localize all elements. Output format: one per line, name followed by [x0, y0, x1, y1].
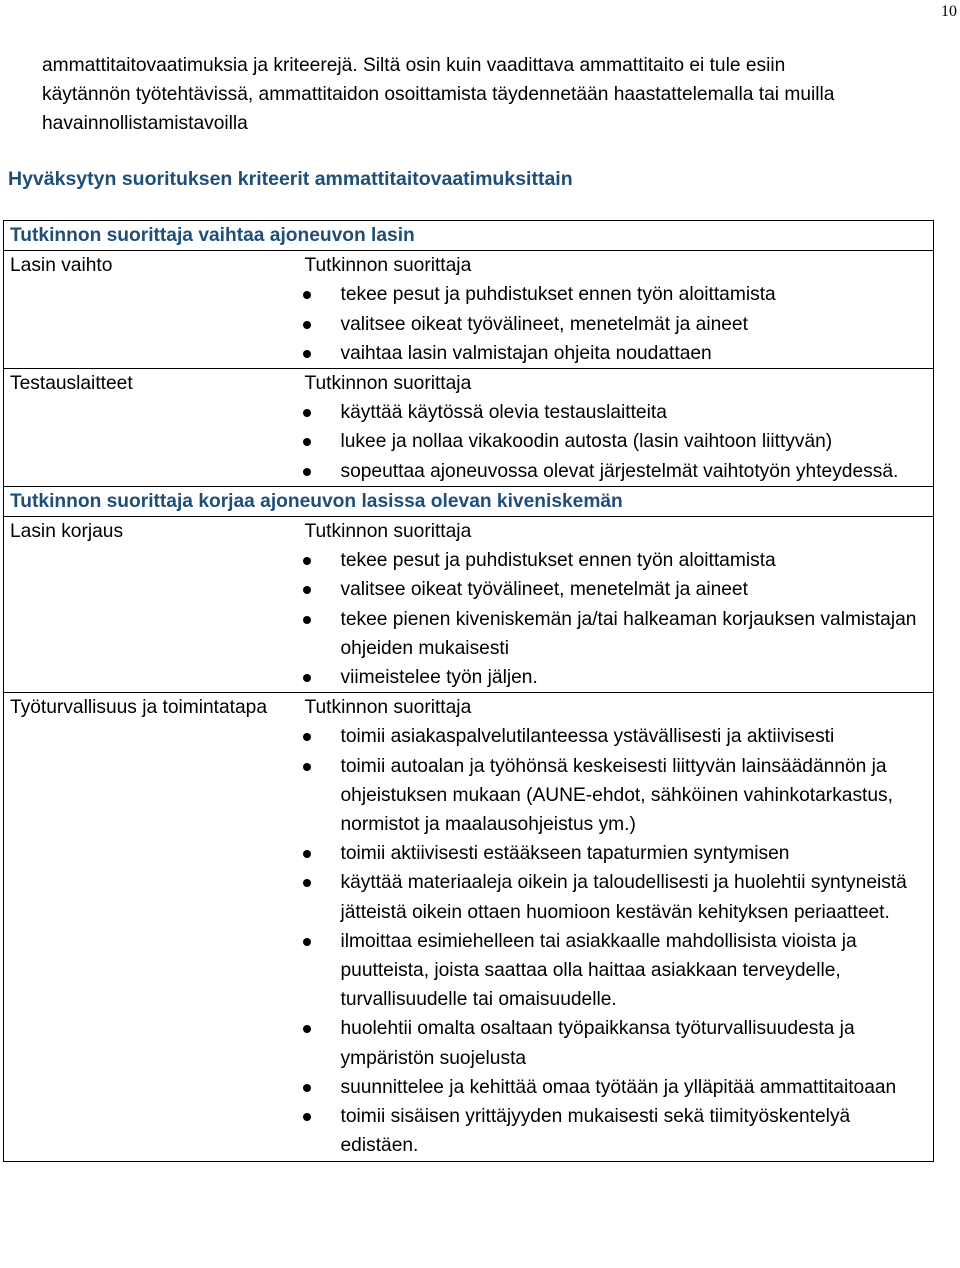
criteria-content — [302, 517, 934, 693]
bullet-icon — [303, 350, 311, 358]
list-item-text: toimii sisäisen yrittäjyyden mukaisesti sekä tiimityöskentelyä edistäen. — [340, 1106, 851, 1157]
criteria-row — [4, 693, 934, 1161]
criteria-label: Lasin korjaus — [4, 517, 302, 693]
criteria-list — [302, 546, 934, 692]
list-item — [302, 722, 934, 751]
subject-label: Tutkinnon suorittaja — [304, 521, 472, 543]
bullet-icon — [303, 291, 311, 299]
page-number: 10 — [941, 3, 957, 20]
list-item — [302, 663, 934, 692]
subject-label: Tutkinnon suorittaja — [304, 255, 472, 277]
list-item-text: käyttää materiaaleja oikein ja taloudellisesti ja huolehtii syntyneistä jätteistä oikein ottaen huomioon kestävän kehityksen periaatteet. — [340, 872, 907, 923]
bullet-icon — [303, 321, 311, 329]
list-item — [302, 339, 934, 368]
list-item — [302, 457, 934, 486]
list-item-text: tekee pesut ja puhdistukset ennen työn aloittamista — [340, 284, 776, 306]
bullet-icon — [303, 733, 311, 741]
criteria-row — [4, 369, 934, 487]
bullet-icon — [303, 468, 311, 476]
bullet-icon — [303, 763, 311, 771]
list-item — [302, 575, 934, 604]
intro-paragraph — [42, 51, 942, 138]
bullet-icon — [303, 850, 311, 858]
bullet-icon — [303, 586, 311, 594]
criteria-label: Lasin vaihto — [4, 251, 302, 369]
list-item-text: toimii asiakaspalvelutilanteessa ystävällisesti ja aktiivisesti — [340, 726, 835, 748]
bullet-icon — [303, 438, 311, 446]
list-item-text: käyttää käytössä olevia testauslaitteita — [340, 402, 667, 424]
section-title: Tutkinnon suorittaja vaihtaa ajoneuvon lasin — [4, 221, 934, 251]
list-item — [302, 1102, 934, 1160]
section-row — [4, 486, 934, 516]
list-item — [302, 280, 934, 309]
list-item — [302, 310, 934, 339]
list-item-text: lukee ja nollaa vikakoodin autosta (lasin vaihtoon liittyvän) — [340, 431, 833, 453]
bullet-icon — [303, 1084, 311, 1092]
list-item-text: vaihtaa lasin valmistajan ohjeita noudattaen — [340, 342, 712, 364]
list-item — [302, 605, 934, 663]
criteria-content — [302, 693, 934, 1161]
criteria-label: Työturvallisuus ja toimintatapa — [4, 693, 302, 1161]
subject-label: Tutkinnon suorittaja — [304, 373, 472, 395]
list-item — [302, 427, 934, 456]
list-item — [302, 868, 934, 926]
list-item-text: toimii autoalan ja työhönsä keskeisesti liittyvän lainsäädännön ja ohjeistuksen mukaan (AUNE-ehdot, sähköinen vahinkotarkastus, normistot ja maalausohjeistus ym.) — [340, 755, 893, 836]
list-item-text: valitsee oikeat työvälineet, menetelmät ja aineet — [340, 579, 748, 601]
bullet-icon — [303, 616, 311, 624]
list-item — [302, 927, 934, 1015]
list-item-text: sopeuttaa ajoneuvossa olevat järjestelmät vaihtotyön yhteydessä. — [340, 460, 899, 482]
criteria-content — [302, 369, 934, 487]
list-item-text: ilmoittaa esimiehelleen tai asiakkaalle mahdollisista vioista ja puutteista, joista saattaa olla haittaa asiakkaan terveydelle, turvallisuudelle tai omaisuudelle. — [340, 930, 857, 1011]
criteria-list — [302, 280, 934, 368]
list-item-text: tekee pesut ja puhdistukset ennen työn aloittamista — [340, 550, 776, 572]
criteria-content — [302, 251, 934, 369]
bullet-icon — [303, 674, 311, 682]
criteria-list — [302, 722, 934, 1160]
bullet-icon — [303, 557, 311, 565]
subject-label: Tutkinnon suorittaja — [304, 697, 472, 719]
intro-line: ammattitaitovaatimuksia ja kriteerejä. Siltä osin kuin vaadittava ammattitaito ei tule esiin — [42, 55, 786, 76]
list-item — [302, 839, 934, 868]
criteria-list — [302, 398, 934, 486]
list-item — [302, 752, 934, 840]
list-item — [302, 398, 934, 427]
bullet-icon — [303, 1113, 311, 1121]
section-row — [4, 221, 934, 251]
list-item-text: huolehtii omalta osaltaan työpaikkansa työturvallisuudesta ja ympäristön suojelusta — [340, 1018, 855, 1069]
list-item-text: toimii aktiivisesti estääkseen tapaturmien syntymisen — [340, 843, 790, 865]
list-item-text: viimeistelee työn jäljen. — [340, 667, 538, 689]
bullet-icon — [303, 1025, 311, 1033]
list-item — [302, 546, 934, 575]
bullet-icon — [303, 409, 311, 417]
section-title: Tutkinnon suorittaja korjaa ajoneuvon lasissa olevan kiveniskemän — [4, 486, 934, 516]
criteria-label: Testauslaitteet — [4, 369, 302, 487]
list-item-text: valitsee oikeat työvälineet, menetelmät ja aineet — [340, 313, 748, 335]
intro-line: havainnollistamistavoilla — [42, 113, 248, 134]
criteria-table — [3, 220, 934, 1162]
criteria-row — [4, 251, 934, 369]
list-item — [302, 1014, 934, 1072]
bullet-icon — [303, 938, 311, 946]
list-item-text: suunnittelee ja kehittää omaa työtään ja ylläpitää ammattitaitoaan — [340, 1076, 897, 1098]
list-item-text: tekee pienen kiveniskemän ja/tai halkeaman korjauksen valmistajan ohjeiden mukaisesti — [340, 608, 917, 659]
intro-line: käytännön työtehtävissä, ammattitaidon osoittamista täydennetään haastattelemalla tai muilla — [42, 84, 835, 105]
bullet-icon — [303, 879, 311, 887]
criteria-heading: Hyväksytyn suorituksen kriteerit ammattitaitovaatimuksittain — [8, 168, 573, 190]
criteria-row — [4, 517, 934, 693]
criteria-table-body — [4, 221, 934, 1162]
list-item — [302, 1073, 934, 1102]
